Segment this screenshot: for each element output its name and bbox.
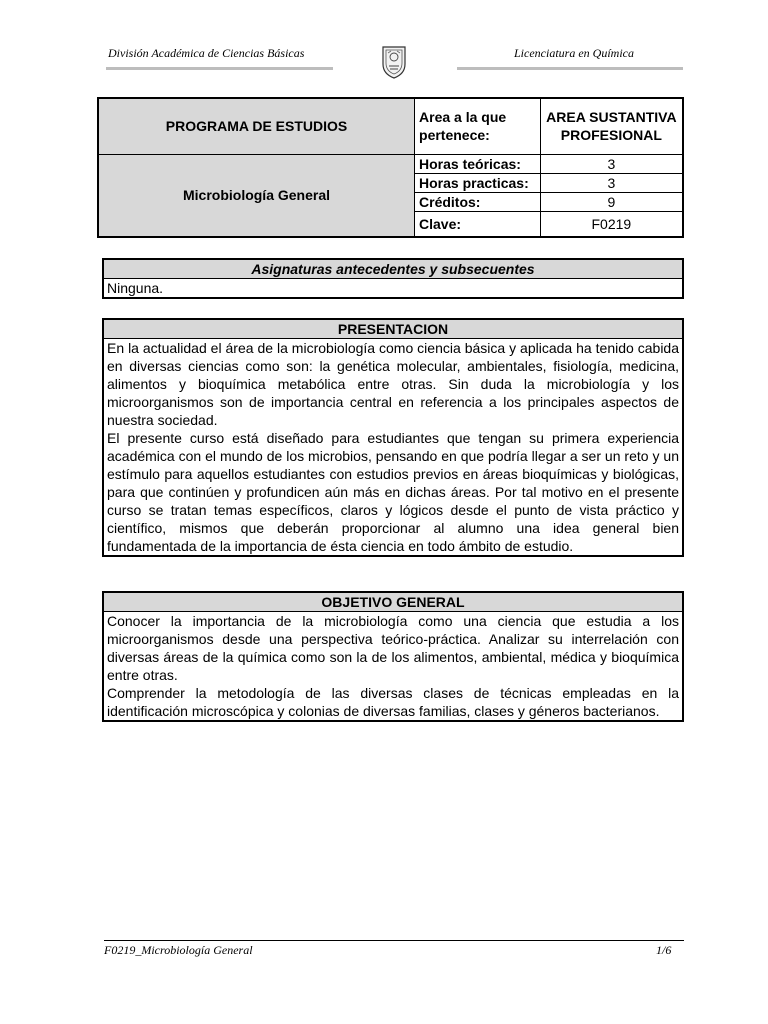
program-info-table: [97, 97, 684, 238]
row-label: Horas practicas:: [415, 173, 541, 192]
header-right-text: Licenciatura en Química: [514, 46, 634, 60]
row-label: Clave:: [415, 211, 541, 237]
objetivo-section: [102, 591, 684, 722]
row-value: 9: [540, 192, 683, 211]
header-rule-left: [106, 67, 333, 70]
page-number: 1/6: [656, 943, 672, 957]
antecedentes-title: Asignaturas antecedentes y subsecuentes: [104, 260, 682, 279]
course-name: Microbiología General: [98, 154, 415, 237]
area-value: AREA SUSTANTIVA PROFESIONAL: [540, 98, 683, 154]
area-label: Area a la que pertenece:: [415, 98, 541, 154]
presentacion-body: [104, 339, 682, 555]
presentacion-section: [102, 318, 684, 557]
presentacion-title: PRESENTACION: [104, 320, 682, 339]
row-value: F0219: [540, 211, 683, 237]
row-label: Horas teóricas:: [415, 154, 541, 173]
header-rule-right: [457, 67, 683, 70]
header-left-text: División Académica de Ciencias Básicas: [108, 46, 305, 60]
presentacion-paragraph: El presente curso está diseñado para estudiantes que tengan su primera experiencia académica con el mundo de los microbios, pensando en que podría llegar a ser un reto y un estímulo para aquellos estudiantes con estudios previos en áreas bioquímicas y biológicas, para que continúen y profundicen aún más en dichas áreas. Por tal motivo en el presente curso se tratan temas específicos, claros y lógicos desde el punto de vista práctico y científico, mismos que deberán proporcionar al alumno una idea general bien fundamentada de la importancia de ésta ciencia en todo ámbito de estudio.: [107, 430, 679, 554]
row-value: 3: [540, 173, 683, 192]
program-title: PROGRAMA DE ESTUDIOS: [98, 98, 415, 154]
objetivo-paragraph: Comprender la metodología de las diversas clases de técnicas empleadas en la identificación microscópica y colonias de diversas familias, clases y géneros bacterianos.: [107, 685, 679, 719]
antecedentes-section: [102, 258, 684, 299]
university-seal-icon: [380, 44, 408, 80]
objetivo-body: [104, 612, 682, 720]
objetivo-title: OBJETIVO GENERAL: [104, 593, 682, 612]
antecedentes-value: Ninguna.: [107, 280, 164, 296]
row-value: 3: [540, 154, 683, 173]
objetivo-paragraph: Conocer la importancia de la microbiología como una ciencia que estudia a los microorganismos desde una perspectiva teórico-práctica. Analizar su interrelación con diversas áreas de la química como son la de los alimentos, ambiental, médica y bioquímica entre otras.: [107, 613, 679, 683]
presentacion-paragraph: En la actualidad el área de la microbiología como ciencia básica y aplicada ha tenido cabida en diversas ciencias como son: la genética molecular, ambientales, fisiología, medicina, alimentos y bioquímica metabólica entre otras. Sin duda la microbiología y los microorganismos son de importancia central en referencia a los principales aspectos de nuestra sociedad.: [107, 340, 679, 428]
row-label: Créditos:: [415, 192, 541, 211]
footer-left-text: F0219_Microbiología General: [104, 943, 253, 957]
footer-rule: [104, 940, 684, 941]
